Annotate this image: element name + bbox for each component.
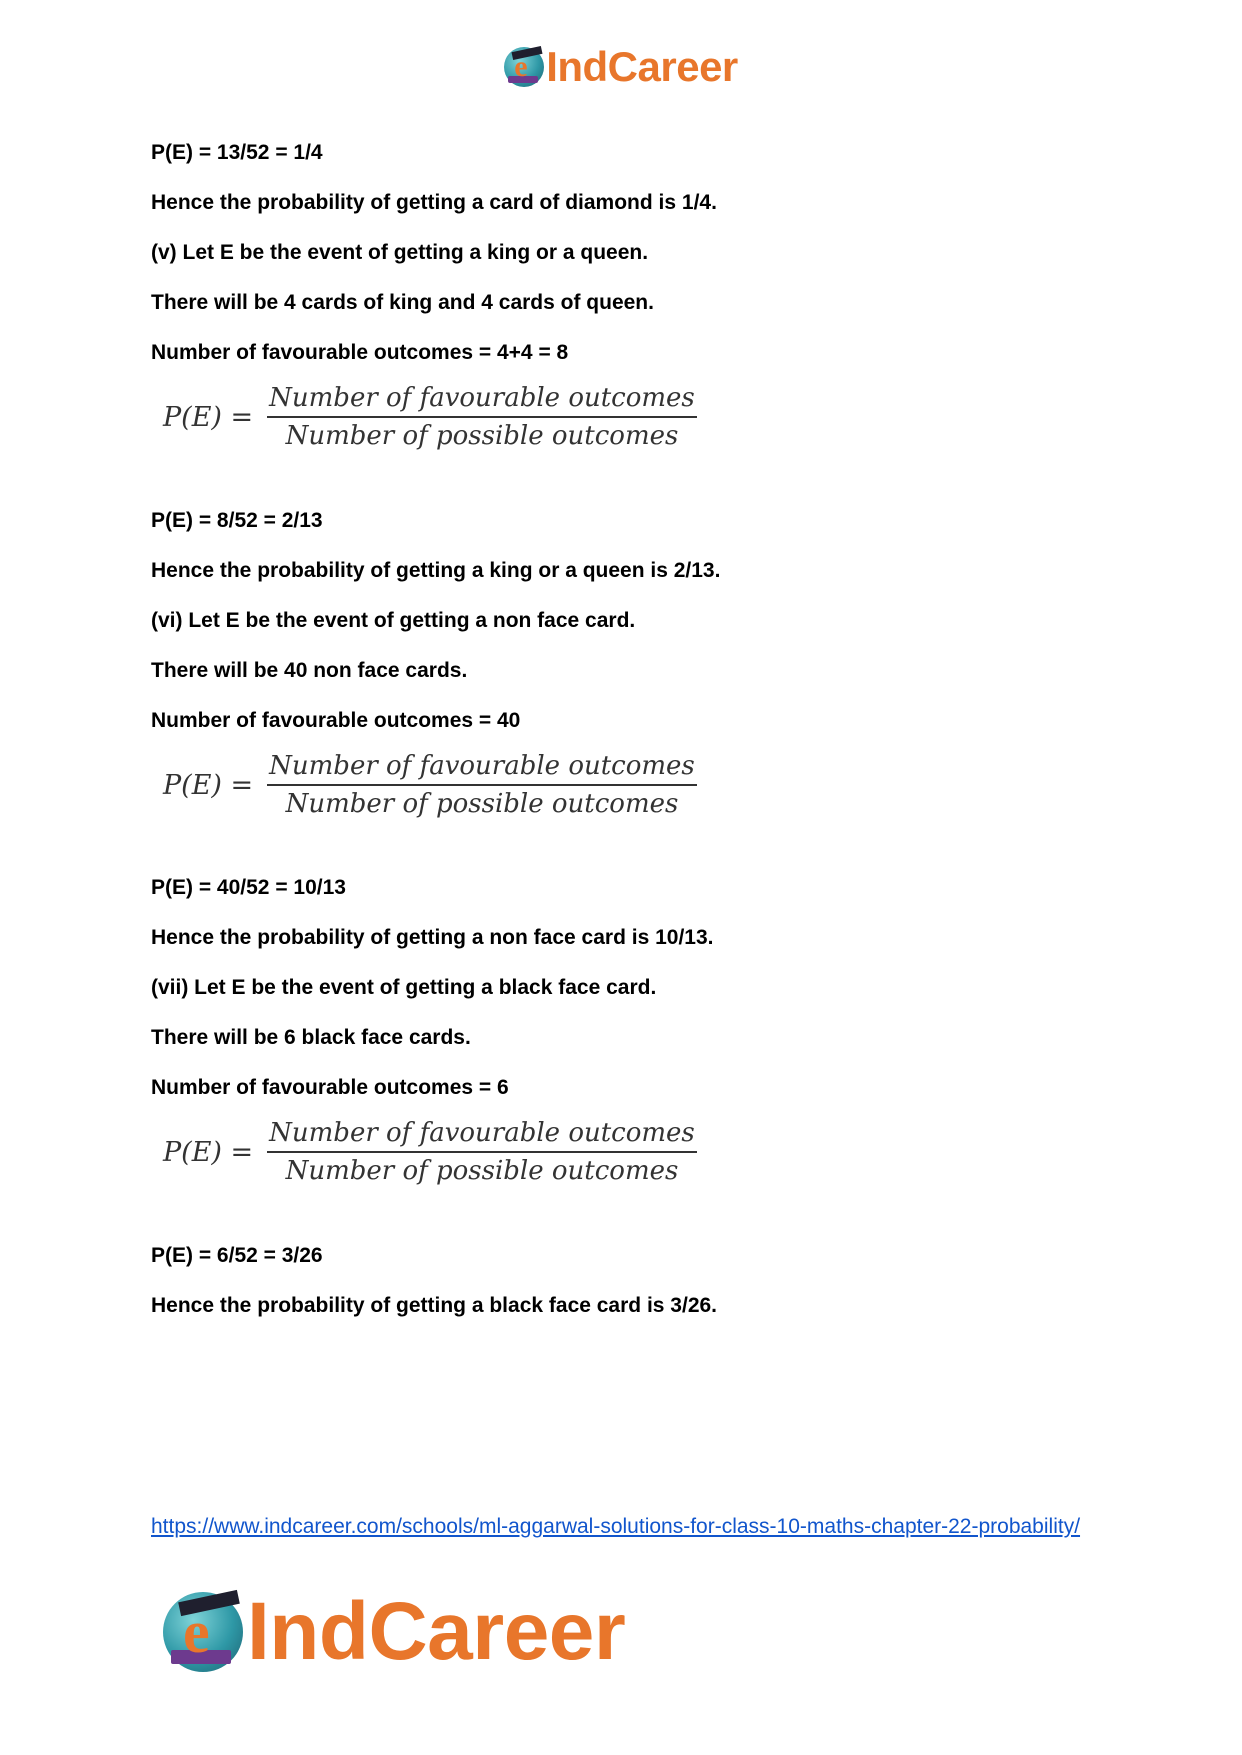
formula-lhs: P(E) =	[163, 769, 254, 801]
formula-numerator: Number of favourable outcomes	[267, 751, 697, 786]
formula-fraction	[267, 383, 697, 451]
text-line: (v) Let E be the event of getting a king or a queen.	[151, 241, 649, 264]
text-line: P(E) = 13/52 = 1/4	[151, 141, 323, 164]
footer-logo	[163, 1586, 625, 1678]
text-line: Hence the probability of getting a king or a queen is 2/13.	[151, 559, 721, 582]
globe-book-logo-icon: e	[163, 1592, 243, 1672]
globe-book-logo-icon: e	[504, 47, 544, 87]
text-line: There will be 4 cards of king and 4 cards of queen.	[151, 291, 654, 314]
text-line: Number of favourable outcomes = 40	[151, 709, 521, 732]
header-logo	[0, 42, 1242, 92]
source-link[interactable]: https://www.indcareer.com/schools/ml-aggarwal-solutions-for-class-10-maths-chapter-22-probability/	[151, 1515, 1081, 1538]
text-line: There will be 6 black face cards.	[151, 1026, 471, 1049]
brand-name: IndCareer	[247, 1586, 626, 1677]
probability-formula	[163, 383, 697, 451]
probability-formula	[163, 1118, 697, 1186]
formula-fraction	[267, 751, 697, 819]
formula-lhs: P(E) =	[163, 401, 254, 433]
text-line: P(E) = 6/52 = 3/26	[151, 1244, 323, 1267]
formula-fraction	[267, 1118, 697, 1186]
text-line: Hence the probability of getting a non face card is 10/13.	[151, 926, 714, 949]
formula-denominator: Number of possible outcomes	[285, 1156, 679, 1186]
formula-denominator: Number of possible outcomes	[285, 421, 679, 451]
text-line: Hence the probability of getting a black face card is 3/26.	[151, 1294, 718, 1317]
text-line: (vi) Let E be the event of getting a non face card.	[151, 609, 636, 632]
text-line: Number of favourable outcomes = 4+4 = 8	[151, 341, 569, 364]
text-line: There will be 40 non face cards.	[151, 659, 468, 682]
probability-formula	[163, 751, 697, 819]
text-line: P(E) = 8/52 = 2/13	[151, 509, 323, 532]
formula-denominator: Number of possible outcomes	[285, 789, 679, 819]
text-line: P(E) = 40/52 = 10/13	[151, 876, 346, 899]
formula-numerator: Number of favourable outcomes	[267, 383, 697, 418]
formula-numerator: Number of favourable outcomes	[267, 1118, 697, 1153]
brand-name: IndCareer	[546, 43, 738, 90]
text-line: (vii) Let E be the event of getting a black face card.	[151, 976, 657, 999]
text-line: Number of favourable outcomes = 6	[151, 1076, 509, 1099]
formula-lhs: P(E) =	[163, 1136, 254, 1168]
text-line: Hence the probability of getting a card of diamond is 1/4.	[151, 191, 717, 214]
